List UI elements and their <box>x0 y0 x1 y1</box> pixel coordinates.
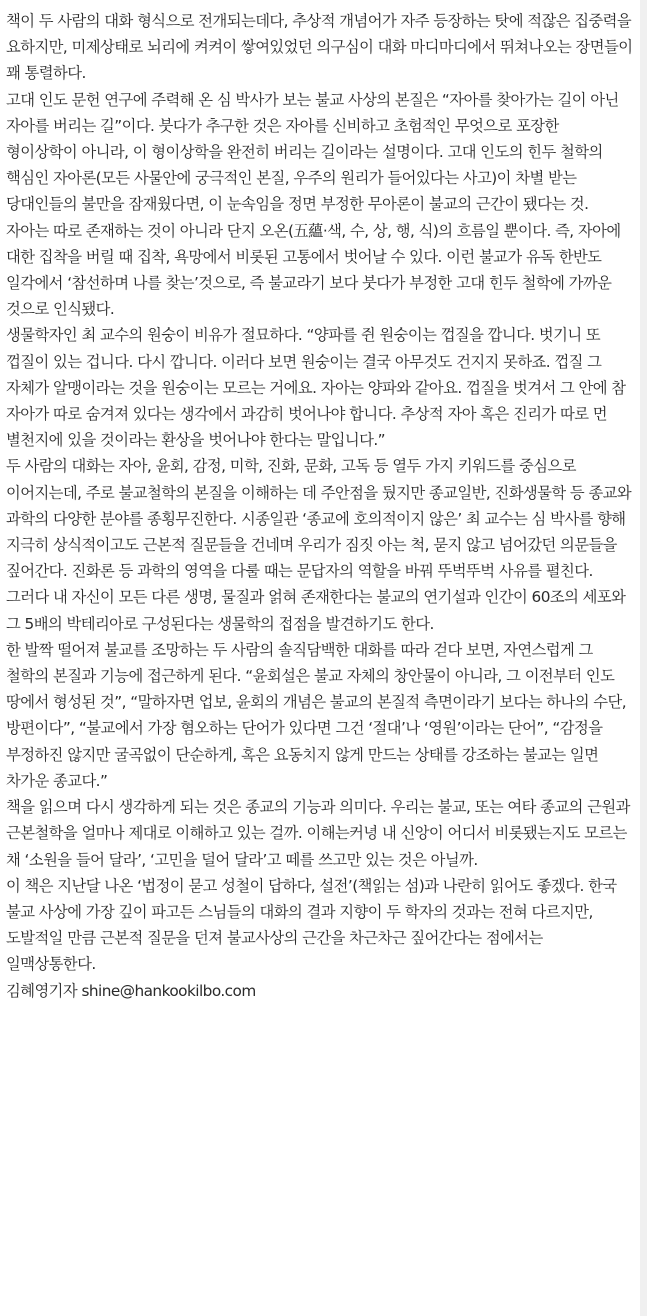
article-body <box>6 8 634 1004</box>
article-paragraph-7: 이 책은 지난달 나온 ‘법정이 묻고 성철이 답하다, 설전’(책읽는 섬)과 나란히 읽어도 좋겠다. 한국 불교 사상에 가장 깊이 파고든 스님들의 대화의 결과 지향이 두 학자의 것과는 전혀 다르지만, 도발적일 만큼 근본적 질문을 던져 불교사상의 근간을 차근차근 짚어간다는 점에서는 일맥상통한다. <box>6 876 617 974</box>
article-paragraph-2: 고대 인도 문헌 연구에 주력해 온 심 박사가 보는 불교 사상의 본질은 “자아를 찾아가는 길이 아닌 자아를 버리는 길”이다. 붓다가 추구한 것은 자아를 신비하고 초험적인 무엇으로 포장한 형이상학이 아니라, 이 형이상학을 완전히 버리는 길이라는 설명이다. 고대 인도의 힌두 철학의 핵심인 자아론(모든 사물안에 궁극적인 본질, 우주의 원리가 들어있다는 사고)이 차별 받는 당대인들의 불만을 잠재웠다면, 이 눈속임을 정면 부정한 무아론이 불교의 근간이 됐다는 것. 자아는 따로 존재하는 것이 아니라 단지 오온(五蘊‧색, 수, 상, 행, 식)의 흐름일 뿐이다. 즉, 자아에 대한 집착을 버릴 때 집착, 욕망에서 비롯된 고통에서 벗어날 수 있다. 이런 불교가 유독 한반도 일각에서 ‘참선하며 나를 찾는’것으로, 즉 불교라기 보다 붓다가 부정한 고대 힌두 철학에 가까운 것으로 인식됐다. <box>6 90 621 319</box>
article-paragraph-1: 책이 두 사람의 대화 형식으로 전개되는데다, 추상적 개념어가 자주 등장하는 탓에 적잖은 집중력을 요하지만, 미제상태로 뇌리에 켜켜이 쌓여있었던 의구심이 대화 마디마디에서 뛰쳐나오는 장면들이 꽤 통렬하다. <box>6 12 633 83</box>
article-paragraph-4: 두 사람의 대화는 자아, 윤회, 감정, 미학, 진화, 문화, 고독 등 열두 가지 키워드를 중심으로 이어지는데, 주로 불교철학의 본질을 이해하는 데 주안점을 뒀지만 종교일반, 진화생물학 등 종교와 과학의 다양한 분야를 종횡무진한다. 시종일관 ‘종교에 호의적이지 않은’ 최 교수는 심 박사를 향해 지극히 상식적이고도 근본적 질문들을 건네며 우리가 짐짓 아는 척, 묻지 않고 넘어갔던 의문들을 짚어간다. 진화론 등 과학의 영역을 다룰 때는 문답자의 역할을 바꿔 뚜벅뚜벅 사유를 펼친다. 그러다 내 자신이 모든 다른 생명, 물질과 얽혀 존재한다는 불교의 연기설과 인간이 60조의 세포와 그 5배의 박테리아로 구성된다는 생물학의 접점을 발견하기도 한다. <box>6 457 632 633</box>
article-paragraph-6: 책을 읽으며 다시 생각하게 되는 것은 종교의 기능과 의미다. 우리는 불교, 또는 여타 종교의 근원과 근본철학을 얼마나 제대로 이해하고 있는 걸까. 이해는커녕 내 신앙이 어디서 비롯됐는지도 모르는 채 ‘소원을 들어 달라’, ‘고민을 덜어 달라’고 떼를 쓰고만 있는 것은 아닐까. <box>6 798 630 869</box>
scrollbar-track[interactable] <box>640 0 647 1316</box>
article-paragraph-5: 한 발짝 떨어져 불교를 조망하는 두 사람의 솔직담백한 대화를 따라 걷다 보면, 자연스럽게 그 철학의 본질과 기능에 접근하게 된다. “윤회설은 불교 자체의 창안물이 아니라, 그 이전부터 인도 땅에서 형성된 것”, “말하자면 업보, 윤회의 개념은 불교의 본질적 측면이라기 보다는 하나의 수단, 방편이다”, “불교에서 가장 혐오하는 단어가 있다면 그건 ‘절대’나 ‘영원’이라는 단어”, “감정을 부정하진 않지만 굴곡없이 단순하게, 혹은 요동치지 않게 만드는 상태를 강조하는 불교는 일면 차가운 종교다.” <box>6 640 627 790</box>
article-byline: 김혜영기자 shine@hankookilbo.com <box>6 981 256 1000</box>
article-paragraph-3: 생물학자인 최 교수의 원숭이 비유가 절묘하다. “양파를 쥔 원숭이는 껍질을 깝니다. 벗기니 또 껍질이 있는 겁니다. 다시 깝니다. 이러다 보면 원숭이는 결국 아무것도 건지지 못하죠. 껍질 그 자체가 알맹이라는 것을 원숭이는 모르는 거에요. 자아는 양파와 같아요. 껍질을 벗겨서 그 안에 참 자아가 따로 숨겨져 있다는 생각에서 과감히 벗어나야 합니다. 추상적 자아 혹은 진리가 따로 먼 별천지에 있을 것이라는 환상을 벗어나야 한다는 말입니다.” <box>6 326 626 450</box>
